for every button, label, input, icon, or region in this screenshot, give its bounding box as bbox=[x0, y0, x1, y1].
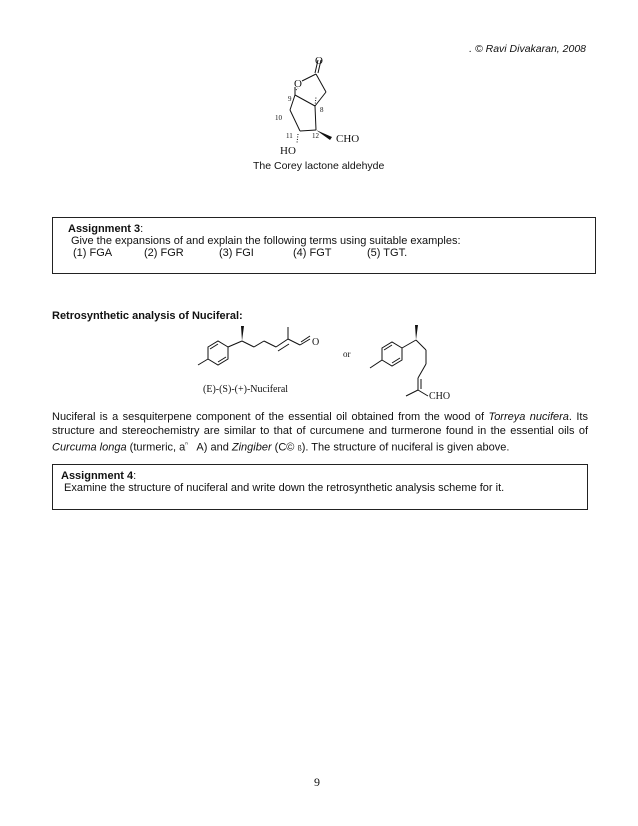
locant-12: 12 bbox=[312, 132, 319, 140]
para-text-4: A) and bbox=[187, 441, 232, 454]
page-number: 9 bbox=[314, 775, 320, 789]
locant-8: 8 bbox=[320, 106, 324, 114]
para-zingiber: Zingiber bbox=[231, 441, 272, 454]
option-fgi: (3) FGI bbox=[219, 247, 254, 259]
nuciferal-heading: Retrosynthetic analysis of Nuciferal: bbox=[52, 310, 243, 322]
corey-caption: The Corey lactone aldehyde bbox=[253, 160, 385, 172]
para-superscript: ⁿ bbox=[185, 441, 188, 448]
assignment-3-options bbox=[73, 247, 595, 259]
para-text-6: ). The structure of nuciferal is given above. bbox=[301, 441, 510, 454]
assignment-4-title: Assignment 4 bbox=[61, 470, 134, 482]
nuciferal-aldehyde-label: CHO bbox=[429, 391, 451, 402]
para-torreya: Torreya nucifera bbox=[488, 411, 569, 423]
para-text-3: (turmeric, a bbox=[126, 441, 186, 454]
para-beta: ß bbox=[297, 445, 302, 453]
assignment-4-heading bbox=[61, 470, 587, 482]
hydroxyl-label: HO bbox=[280, 145, 296, 157]
assignment-3-heading bbox=[68, 223, 595, 235]
locant-11: 11 bbox=[286, 132, 293, 140]
nuciferal-structure-alternate bbox=[362, 322, 482, 402]
locant-9: 9 bbox=[288, 95, 292, 103]
para-text-2: . Its structure and stereochemistry are similar to that of curcumene and turmerone found in the essential oils of bbox=[52, 411, 588, 437]
assignment-3-instruction: Give the expansions of and explain the following terms using suitable examples: bbox=[71, 235, 461, 247]
assignment-3-title: Assignment 3 bbox=[68, 223, 141, 235]
assignment-3-box bbox=[52, 217, 596, 274]
option-tgt: (5) TGT. bbox=[367, 247, 408, 259]
or-label: or bbox=[343, 349, 351, 359]
locant-10: 10 bbox=[275, 114, 282, 122]
assignment-4-instruction: Examine the structure of nuciferal and write down the retrosynthetic analysis scheme for it. bbox=[64, 482, 505, 494]
carbonyl-oxygen-label: O bbox=[315, 55, 323, 67]
nuciferal-label: (E)-(S)-(+)-Nuciferal bbox=[203, 384, 289, 395]
para-text-1: Nuciferal is a sesquiterpene component of the essential oil obtained from the wood of bbox=[52, 411, 489, 423]
corey-lactone-structure bbox=[260, 50, 400, 160]
option-fgt: (4) FGT bbox=[293, 247, 332, 259]
assignment-3-colon: : bbox=[140, 223, 144, 235]
option-fga: (1) FGA bbox=[73, 247, 113, 259]
assignment-4-box bbox=[52, 464, 588, 510]
assignment-4-colon: : bbox=[133, 470, 137, 482]
para-curcuma: Curcuma longa bbox=[52, 441, 127, 454]
ring-oxygen-label: O bbox=[294, 78, 302, 90]
aldehyde-label: CHO bbox=[336, 133, 360, 145]
nuciferal-structure-aldehyde bbox=[190, 325, 330, 385]
nuciferal-paragraph bbox=[52, 410, 588, 457]
para-text-5: (C© bbox=[271, 441, 298, 454]
copyright-notice: . © Ravi Divakaran, 2008 bbox=[469, 43, 586, 55]
nuciferal-oxygen-label: O bbox=[312, 337, 320, 348]
option-fgr: (2) FGR bbox=[144, 247, 184, 259]
